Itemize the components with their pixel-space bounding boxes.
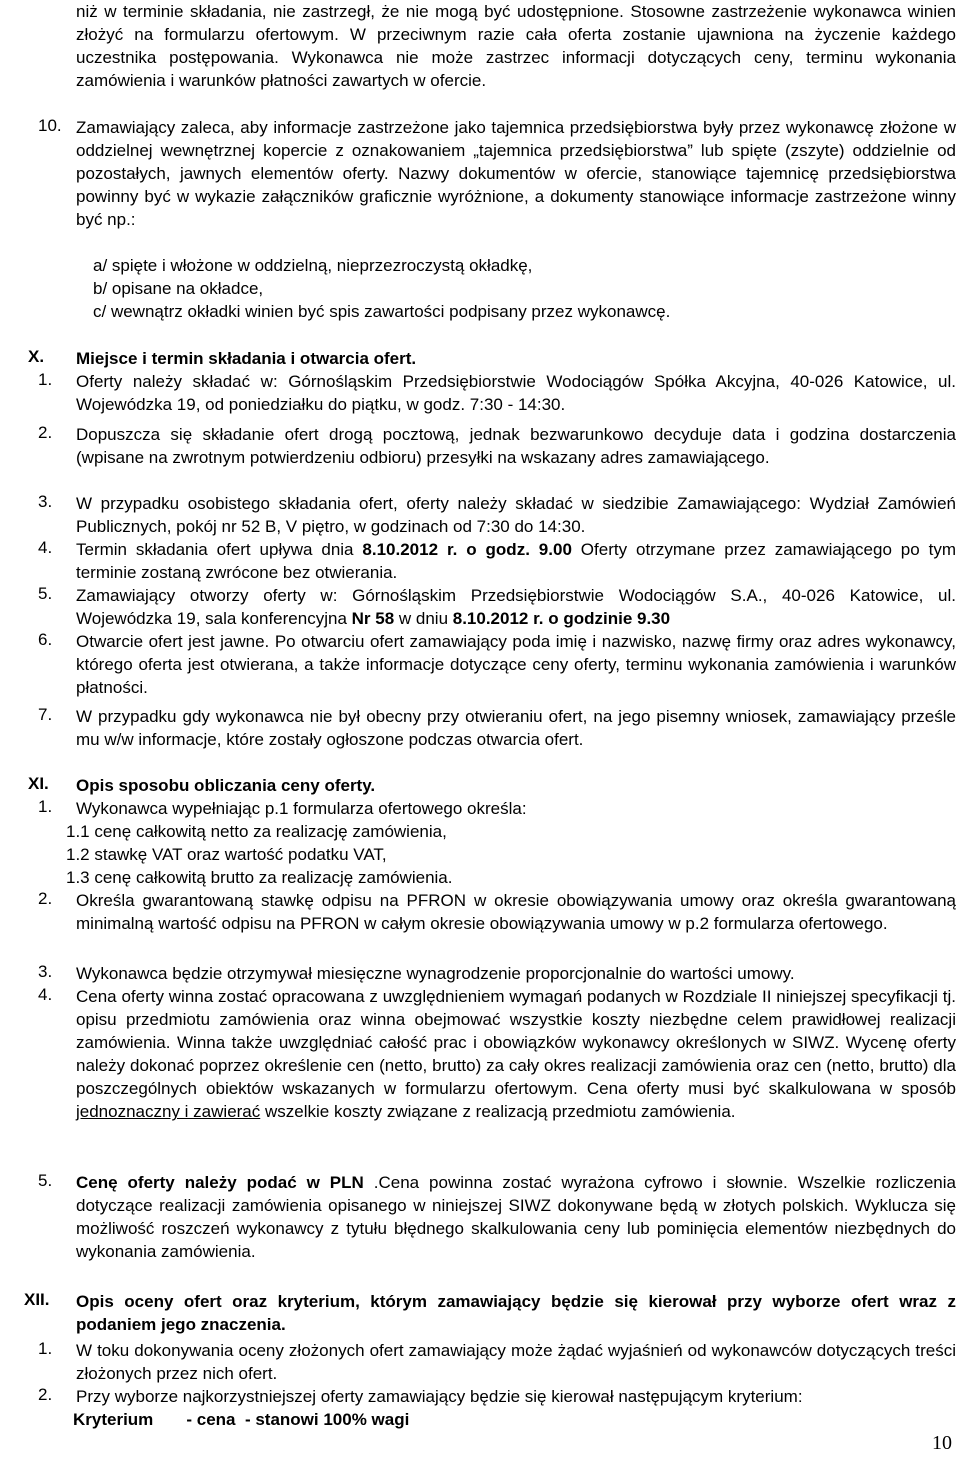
item-number: 7. [38, 705, 53, 724]
section-xii-title: Opis oceny ofert oraz kryterium, którym zamawiający będzie się kierował przy wyborze ofert wraz z podaniem jego znaczenia. [76, 1292, 956, 1335]
item-number: 6. [38, 630, 53, 649]
item-10-sub-c: c/ wewnątrz okładki winien być spis zawartości podpisany przez wykonawcę. [93, 302, 671, 321]
item-number: 3. [38, 492, 53, 511]
section-xi-item-4: Cena oferty winna zostać opracowana z uwzględnieniem wymagań podanych w Rozdziale II niniejszej specyfikacji tj. opisu przedmiotu zamówienia oraz winna obejmować wszystkie koszty niezbędne celem prawidłowej realizacji zamówienia. Winna także uwzględniać całość prac i obowiązków wykonawcy określonych w SIWZ. Wycenę oferty należy dokonać poprzez określenie cen (netto, brutto) za cały okres realizacji zamówienia oraz cen (netto, brutto) dla poszczególnych obiektów wskazanych w formularzu ofertowym. Cena oferty musi być skalkulowana w sposób jednoznaczny i zawierać wszelkie koszty związane z realizacją przedmiotu zamówienia. [76, 987, 956, 1122]
section-xii-item-1: W toku dokonywania oceny złożonych ofert zamawiający może żądać wyjaśnień od wykonawców dotyczących treści złożonych przez nich ofert. [76, 1341, 956, 1384]
item-number: 5. [38, 584, 53, 603]
section-xi-sub-1-2: 1.2 stawkę VAT oraz wartość podatku VAT, [66, 845, 387, 864]
section-xi-title: Opis sposobu obliczania ceny oferty. [76, 776, 376, 795]
item-number: 2. [38, 423, 53, 442]
section-xi-sub-1-1: 1.1 cenę całkowitą netto za realizację zamówienia, [66, 822, 447, 841]
criterion-line: Kryterium - cena - stanowi 100% wagi [73, 1410, 410, 1429]
section-x-item-1: Oferty należy składać w: Górnośląskim Przedsiębiorstwie Wodociągów Spółka Akcyjna, 40-026 Katowice, ul. Wojewódzka 19, od poniedziałku do piątku, w godz. 7:30 - 14:30. [76, 372, 956, 415]
continuation-paragraph: niż w terminie składania, nie zastrzegł, że nie mogą być udostępnione. Stosowne zastrzeżenie wykonawca winien złożyć na formularzu ofertowym. W przeciwnym razie cała oferta zostanie ujawniona na życzenie każdego uczestnika postępowania. Wykonawca nie może zastrzec informacji dotyczących ceny, terminu wykonania zamówienia i warunków płatności zawartych w ofercie. [76, 2, 956, 91]
item-number: 1. [38, 370, 53, 389]
section-x-label: X. [28, 347, 45, 366]
item-number: 4. [38, 985, 53, 1004]
section-x-title: Miejsce i termin składania i otwarcia ofert. [76, 349, 417, 368]
section-xi-item-2: Określa gwarantowaną stawkę odpisu na PFRON w okresie obowiązywania umowy oraz określa gwarantowaną minimalną wartość odpisu na PFRON w całym okresie obowiązywania umowy w p.2 formularza ofertowego. [76, 891, 956, 934]
section-x-item-6: Otwarcie ofert jest jawne. Po otwarciu ofert zamawiający poda imię i nazwisko, nazwę firmy oraz adres wykonawcy, którego oferta jest otwierana, a także informacje dotyczące ceny oferty, terminu wykonania zamówienia i warunków płatności. [76, 632, 956, 698]
item-number: 5. [38, 1171, 53, 1190]
item-number: 1. [38, 797, 53, 816]
item-10-sub-a: a/ spięte i włożone w oddzielną, nieprzezroczystą okładkę, [93, 256, 533, 275]
section-xi-item-1: Wykonawca wypełniając p.1 formularza ofertowego określa: [76, 799, 527, 818]
section-xi-label: XI. [28, 774, 49, 793]
item-number: 2. [38, 1385, 53, 1404]
section-xi-sub-1-3: 1.3 cenę całkowitą brutto za realizację zamówienia. [66, 868, 453, 887]
item-number: 3. [38, 962, 53, 981]
item-number: 1. [38, 1339, 53, 1358]
section-xi-item-5: Cenę oferty należy podać w PLN .Cena powinna zostać wyrażona cyfrowo i słownie. Wszelkie rozliczenia dotyczące realizacji zamówienia opisanego w niniejszej SIWZ dokonywane będą w złotych polskich. Wyklucza się możliwość roszczeń wykonawcy z tytułu błędnego skalkulowania ceny lub pominięcia elementów niezbędnych do wykonania zamówienia. [76, 1173, 956, 1262]
item-number: 2. [38, 889, 53, 908]
section-x-item-3: W przypadku osobistego składania ofert, oferty należy składać w siedzibie Zamawiającego: Wydział Zamówień Publicznych, pokój nr 52 B, V piętro, w godzinach od 7:30 do 14:30. [76, 494, 956, 537]
section-xii-item-2: Przy wyborze najkorzystniejszej oferty zamawiający będzie się kierował następującym kryterium: [76, 1387, 803, 1406]
section-x-item-2: Dopuszcza się składanie ofert drogą pocztową, jednak bezwarunkowo decyduje data i godzina dostarczenia (wpisane na zwrotnym potwierdzeniu odbioru) przesyłki na wskazany adres zamawiającego. [76, 425, 956, 468]
item-10-text: Zamawiający zaleca, aby informacje zastrzeżone jako tajemnica przedsiębiorstwa były przez wykonawcę złożone w oddzielnej wewnętrznej kopercie z oznakowaniem „tajemnica przedsiębiorstwa” lub spięte (zszyte) oddzielnie od pozostałych, jawnych elementów oferty. Nazwy dokumentów w ofercie, stanowiące tajemnicę przedsiębiorstwa powinny być w wykazie załączników graficznie wyróżnione, a dokumenty stanowiące informacje zastrzeżone winny być np.: [76, 118, 956, 230]
item-number: 4. [38, 538, 53, 557]
section-x-item-7: W przypadku gdy wykonawca nie był obecny przy otwieraniu ofert, na jego pisemny wniosek, zamawiający prześle mu w/w informacje, które zostały ogłoszone podczas otwarcia ofert. [76, 707, 956, 750]
page-number: 10 [932, 1432, 952, 1454]
item-number: 10. [38, 116, 62, 135]
section-xi-item-3: Wykonawca będzie otrzymywał miesięczne wynagrodzenie proporcjonalnie do wartości umowy. [76, 964, 795, 983]
item-10-sub-b: b/ opisane na okładce, [93, 279, 264, 298]
section-x-item-5: Zamawiający otworzy oferty w: Górnośląskim Przedsiębiorstwie Wodociągów S.A., 40-026 Katowice, ul. Wojewódzka 19, sala konferencyjna Nr 58 w dniu 8.10.2012 r. o godzinie 9.30 [76, 586, 956, 629]
section-xii-label: XII. [24, 1290, 50, 1309]
section-x-item-4: Termin składania ofert upływa dnia 8.10.2012 r. o godz. 9.00 Oferty otrzymane przez zamawiającego po tym terminie zostaną zwrócone bez otwierania. [76, 540, 956, 583]
